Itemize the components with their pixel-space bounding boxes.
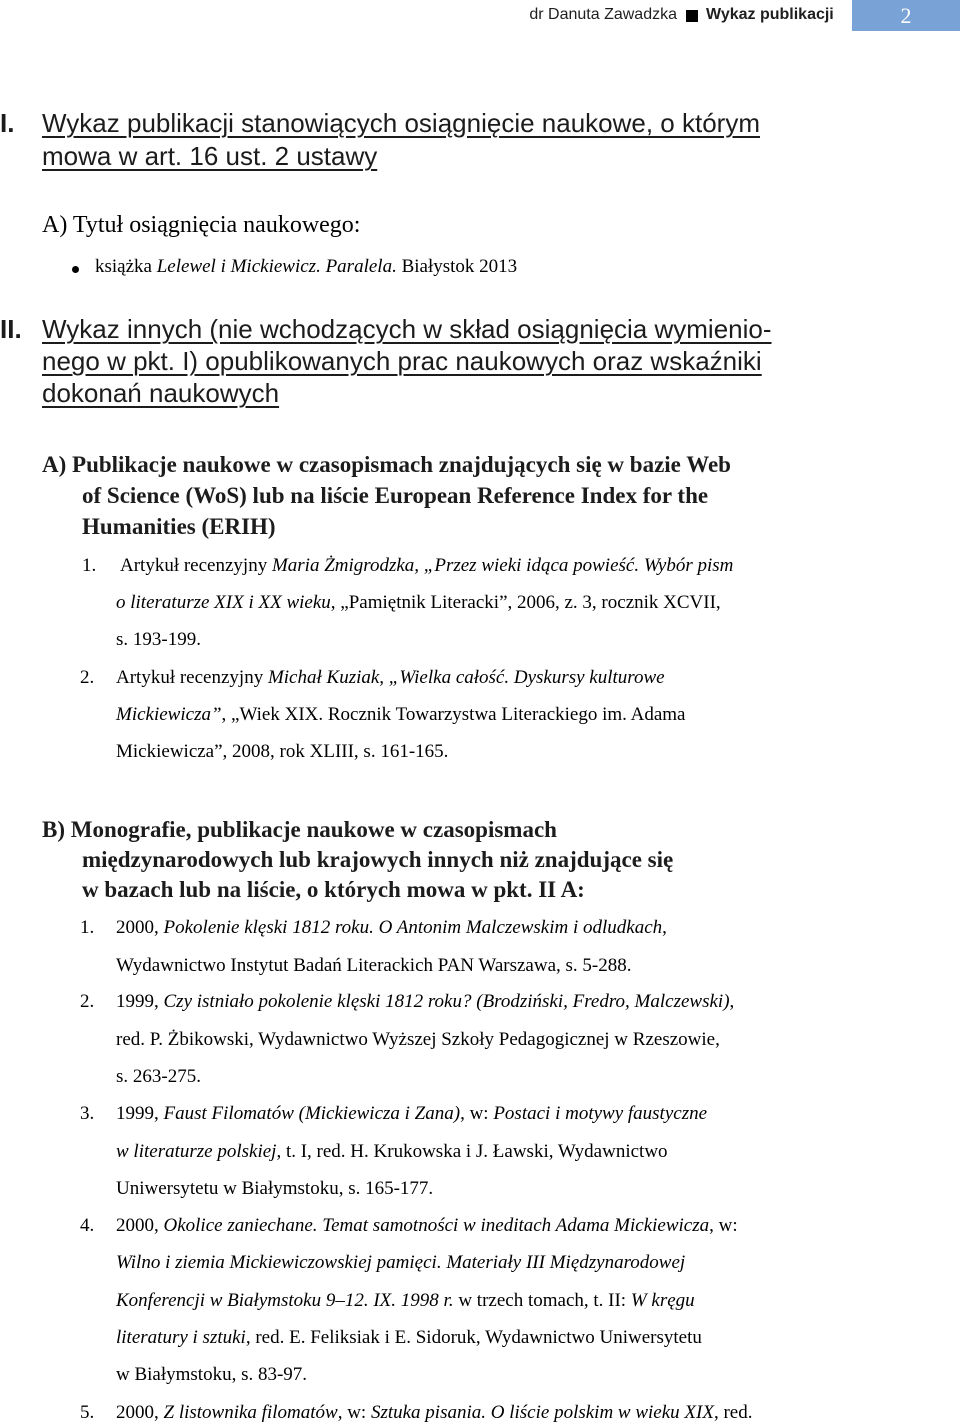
list-item-line: o literaturze XIX i XX wieku, „Pamiętnik Literacki”, 2006, z. 3, rocznik XCVII, bbox=[116, 592, 721, 613]
list-item-number: 1. bbox=[80, 917, 95, 938]
page-number: 2 bbox=[852, 0, 960, 31]
list-item: 2000, Z listownika filomatów, w: Sztuka pisania. O liście polskim w wieku XIX, red. bbox=[116, 1402, 753, 1423]
list-item-line: red. P. Żbikowski, Wydawnictwo Wyższej Szkoły Pedagogicznej w Rzeszowie, bbox=[116, 1029, 720, 1050]
bullet-icon bbox=[72, 266, 79, 273]
list-item: Artykuł recenzyjny Maria Żmigrodzka, „Przez wieki idąca powieść. Wybór pism bbox=[120, 555, 734, 576]
list-item-line: s. 193-199. bbox=[116, 629, 201, 650]
achievement-title-heading: A) Tytuł osiągnięcia naukowego: bbox=[42, 212, 361, 238]
list-item-line: Mickiewicza”, 2008, rok XLIII, s. 161-165. bbox=[116, 741, 449, 762]
list-item-line: Konferencji w Białymstoku 9–12. IX. 1998 r. w trzech tomach, t. II: W kręgu bbox=[116, 1290, 695, 1311]
list-item: 1999, Czy istniało pokolenie klęski 1812 roku? (Brodziński, Fredro, Malczewski), bbox=[116, 991, 735, 1012]
list-item-line: literatury i sztuki, red. E. Feliksiak i E. Sidoruk, Wydawnictwo Uniwersytetu bbox=[116, 1327, 702, 1348]
section-1-number: I. bbox=[0, 108, 15, 138]
list-item-number: 5. bbox=[80, 1402, 95, 1423]
part-b-heading-line-3: w bazach lub na liście, o których mowa w pkt. II A: bbox=[82, 877, 585, 902]
part-a-heading-line-3: Humanities (ERIH) bbox=[82, 514, 276, 539]
list-item: Artykuł recenzyjny Michał Kuziak, „Wielka całość. Dyskursy kulturowe bbox=[116, 667, 665, 688]
section-2-heading-line-3: dokonań naukowych bbox=[42, 378, 280, 408]
part-a-heading-line-2: of Science (WoS) lub na liście European Reference Index for the bbox=[82, 483, 709, 508]
list-item-number: 2. bbox=[80, 991, 95, 1012]
list-item: 2000, Okolice zaniechane. Temat samotności w ineditach Adama Mickiewicza, w: bbox=[116, 1215, 738, 1236]
section-2-heading-line-2: nego w pkt. I) opublikowanych prac naukowych oraz wskaźniki bbox=[42, 346, 762, 376]
list-item-line: Uniwersytetu w Białymstoku, s. 165-177. bbox=[116, 1178, 434, 1199]
section-2-heading-line-1: Wykaz innych (nie wchodzących w skład osiągnięcia wymienio- bbox=[42, 314, 772, 344]
list-item-number: 2. bbox=[80, 667, 95, 688]
header-author: dr Danuta Zawadzka bbox=[529, 6, 677, 23]
list-item-number: 3. bbox=[80, 1103, 95, 1124]
section-2-number: II. bbox=[0, 314, 22, 344]
list-item-line: w Białymstoku, s. 83-97. bbox=[116, 1364, 308, 1385]
list-item: 1999, Faust Filomatów (Mickiewicza i Zana), w: Postaci i motywy faustyczne bbox=[116, 1103, 708, 1124]
list-item-line: Wilno i ziemia Mickiewiczowskiej pamięci. Materiały III Międzynarodowej bbox=[116, 1252, 686, 1273]
section-1-heading-line-1: Wykaz publikacji stanowiących osiągnięcie naukowe, o którym bbox=[42, 108, 760, 138]
part-b-heading-line-1: B) Monografie, publikacje naukowe w czasopismach bbox=[42, 817, 557, 842]
list-item: 2000, Pokolenie klęski 1812 roku. O Antonim Malczewskim i odludkach, bbox=[116, 917, 667, 938]
header-square-icon bbox=[686, 10, 698, 22]
list-item-line: s. 263-275. bbox=[116, 1066, 201, 1087]
list-item-line: Wydawnictwo Instytut Badań Literackich PAN Warszawa, s. 5-288. bbox=[116, 955, 632, 976]
section-1-heading-line-2: mowa w art. 16 ust. 2 ustawy bbox=[42, 141, 378, 171]
list-item-number: 1. bbox=[82, 555, 97, 576]
list-item-number: 4. bbox=[80, 1215, 95, 1236]
header-title: Wykaz publikacji bbox=[706, 6, 834, 23]
list-item-line: w literaturze polskiej, t. I, red. H. Krukowska i J. Ławski, Wydawnictwo bbox=[116, 1141, 668, 1162]
achievement-book: książka Lelewel i Mickiewicz. Paralela. Białystok 2013 bbox=[95, 256, 518, 277]
part-a-heading-line-1: A) Publikacje naukowe w czasopismach znajdujących się w bazie Web bbox=[42, 452, 731, 477]
part-b-heading-line-2: międzynarodowych lub krajowych innych niż znajdujące się bbox=[82, 847, 674, 872]
list-item-line: Mickiewicza”, „Wiek XIX. Rocznik Towarzystwa Literackiego im. Adama bbox=[116, 704, 686, 725]
